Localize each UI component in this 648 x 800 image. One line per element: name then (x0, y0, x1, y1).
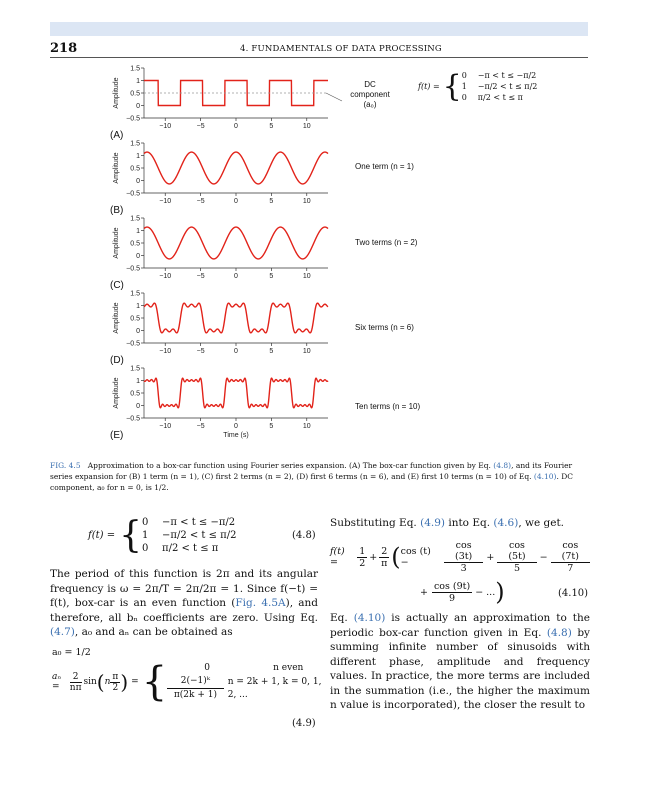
x-tick-label: 10 (302, 273, 311, 280)
x-tick-label: −5 (196, 423, 205, 430)
y-tick-label: 0 (136, 103, 140, 110)
right-paragraph: Eq. (4.10) is actually an approximation to the periodic box-car function given in Eq. (4.8) by summing infinite number of sinusoids with different phase, amplitude and frequency values. In practice, the more terms are included in the summation (i.e., the higher the maximum n value is incorporated), the closer the result to (330, 612, 590, 711)
dc-component-label: DC component (a₀) (350, 80, 390, 109)
x-tick-label: −5 (196, 198, 205, 205)
panel-b-title: One term (n = 1) (355, 162, 414, 171)
x-tick-label: −5 (196, 273, 205, 280)
series-line-E (144, 378, 328, 408)
y-tick-label: 0.5 (130, 240, 140, 248)
panel-d-title: Six terms (n = 6) (355, 323, 414, 332)
y-tick-label: −0.5 (126, 415, 140, 423)
an-equation: aₙ = $\frac{2}{n\pi}$ sin ( n $\frac{\pi}{2}$ ) = { 0 n even $\frac{\text{2(−1)ᵏ}}{\pi(2k + 1)}$ n = 2k + 1, k = 0, 1, 2, ... (52, 659, 322, 705)
figure-panel-a (108, 64, 338, 141)
ref-eq-4-9[interactable]: (4.9) (420, 517, 445, 529)
y-tick-label: 0.5 (130, 165, 140, 173)
y-tick-label: 1.5 (130, 140, 140, 148)
x-tick-label: 10 (302, 198, 311, 205)
series-line-B (144, 152, 328, 184)
x-tick-label: −5 (196, 348, 205, 355)
y-tick-label: 1 (136, 78, 140, 85)
y-axis-label: Amplitude (113, 77, 120, 109)
x-tick-label: 5 (269, 348, 274, 355)
x-tick-label: 0 (234, 273, 238, 280)
y-tick-label: 1 (136, 303, 140, 310)
y-tick-label: −0.5 (126, 115, 140, 123)
figure-panel-c (108, 214, 338, 291)
panel-c-title: Two terms (n = 2) (355, 238, 418, 247)
y-tick-label: 0.5 (130, 315, 140, 323)
x-tick-label: 0 (234, 423, 238, 430)
y-tick-label: −0.5 (126, 340, 140, 348)
y-tick-label: 0 (136, 253, 140, 260)
figure-panel-b (108, 139, 338, 216)
y-axis-label: Amplitude (113, 377, 120, 409)
y-tick-label: 1.5 (130, 290, 140, 298)
a0-equation: a₀ = 1/2 (52, 647, 91, 658)
x-tick-label: 5 (269, 273, 274, 280)
panel-label: (E) (110, 430, 124, 441)
left-paragraph: The period of this function is 2π and its angular frequency is ω = 2π/T = 2π/2π = 1. Since f(−t) = f(t), box-car is an even function (Fig. 4.5A), and therefore, all bₙ coefficients are zero. Using Eq. (4.7), a₀ and aₙ can be obtained as (50, 568, 319, 638)
equation-4-8-number: (4.8) (292, 530, 316, 541)
x-tick-label: −10 (159, 273, 172, 280)
figure-panel-d (108, 289, 338, 366)
y-tick-label: 0 (136, 403, 140, 410)
ref-eq-4-6[interactable]: (4.6) (493, 517, 519, 529)
ref-eq-4-8[interactable]: (4.8) (546, 626, 572, 639)
panel-label: (D) (110, 355, 124, 366)
y-axis-label: Amplitude (113, 302, 120, 334)
x-axis-label: Time (s) (223, 432, 249, 439)
figure-formula: f(t) = { 0 −π < t ≤ −π/2 1 −π/2 < t ≤ π/2 0 π/2 < t ≤ π (418, 68, 538, 104)
equation-4-9-number: (4.9) (292, 718, 316, 729)
y-tick-label: 1.5 (130, 365, 140, 373)
caption-label: FIG. 4.5 (50, 461, 81, 470)
figure-caption: FIG. 4.5 Approximation to a box-car function using Fourier series expansion. (A) The box-car function given by Eq. (4.8), and its Fourier series expansion for (B) 1 term (n = 1), (C) first 2 terms (n = 2), (D) first 6 terms (n = 6), and (E) first 10 terms (n = 10) of Eq. (4.10). DC component, a₀ for n = 0, is 1/2. (50, 461, 573, 492)
header-rule (50, 57, 588, 58)
panel-e-title: Ten terms (n = 10) (355, 402, 421, 411)
y-axis-label: Amplitude (113, 227, 120, 259)
x-tick-label: −10 (159, 123, 172, 130)
x-tick-label: 5 (269, 423, 274, 430)
y-tick-label: 0.5 (130, 90, 140, 98)
y-tick-label: −0.5 (126, 265, 140, 273)
y-tick-label: 1 (136, 228, 140, 235)
caption-ref-eq48[interactable]: (4.8) (493, 461, 512, 470)
y-tick-label: 0.5 (130, 390, 140, 398)
y-tick-label: 1.5 (130, 65, 140, 73)
equation-4-10: f(t) = $\frac{1}{2}$ + $\frac{2}{\pi}$ ( cos (t) − $\frac{\cos (3t)}{3}$ + $\frac{\cos (5t)}{5}$ − $\frac{\cos (7t)}{7}$ + $\frac{\cos (9t)}{9}$ − ... ) (330, 540, 590, 606)
ref-eq-4-10[interactable]: (4.10) (353, 612, 386, 624)
x-tick-label: 10 (302, 423, 311, 430)
figure-panel-e (108, 364, 338, 441)
x-tick-label: 5 (269, 123, 274, 130)
ref-fig-4-5a[interactable]: Fig. 4.5A (235, 597, 286, 609)
x-tick-label: 10 (302, 123, 311, 130)
x-tick-label: 5 (269, 198, 274, 205)
y-tick-label: 1 (136, 153, 140, 160)
caption-ref-eq410[interactable]: (4.10) (533, 472, 557, 481)
x-tick-label: −5 (196, 123, 205, 130)
series-line-C (144, 227, 328, 259)
top-color-bar (50, 22, 588, 36)
x-tick-label: 10 (302, 348, 311, 355)
y-tick-label: 1.5 (130, 215, 140, 223)
y-tick-label: −0.5 (126, 190, 140, 198)
panel-label: (B) (110, 205, 124, 216)
y-tick-label: 0 (136, 178, 140, 185)
x-tick-label: 0 (234, 348, 238, 355)
series-line-D (144, 303, 328, 333)
ref-eq-4-7[interactable]: (4.7) (50, 626, 75, 638)
y-axis-label: Amplitude (113, 152, 120, 184)
page-number: 218 (50, 41, 78, 56)
right-intro: Substituting Eq. (4.9) into Eq. (4.6), we get. (330, 517, 565, 529)
x-tick-label: −10 (159, 198, 172, 205)
y-tick-label: 0 (136, 328, 140, 335)
panel-label: (A) (110, 130, 124, 141)
equation-4-10-number: (4.10) (558, 588, 589, 599)
equation-4-8: f(t) = { 0 −π < t ≤ −π/2 1 −π/2 < t ≤ π/2 0 π/2 < t ≤ π (88, 514, 237, 556)
y-tick-label: 1 (136, 378, 140, 385)
panel-label: (C) (110, 280, 124, 291)
x-tick-label: 0 (234, 123, 238, 130)
x-tick-label: −10 (159, 348, 172, 355)
x-tick-label: 0 (234, 198, 238, 205)
running-head: 4. FUNDAMENTALS OF DATA PROCESSING (240, 44, 442, 54)
x-tick-label: −10 (159, 423, 172, 430)
